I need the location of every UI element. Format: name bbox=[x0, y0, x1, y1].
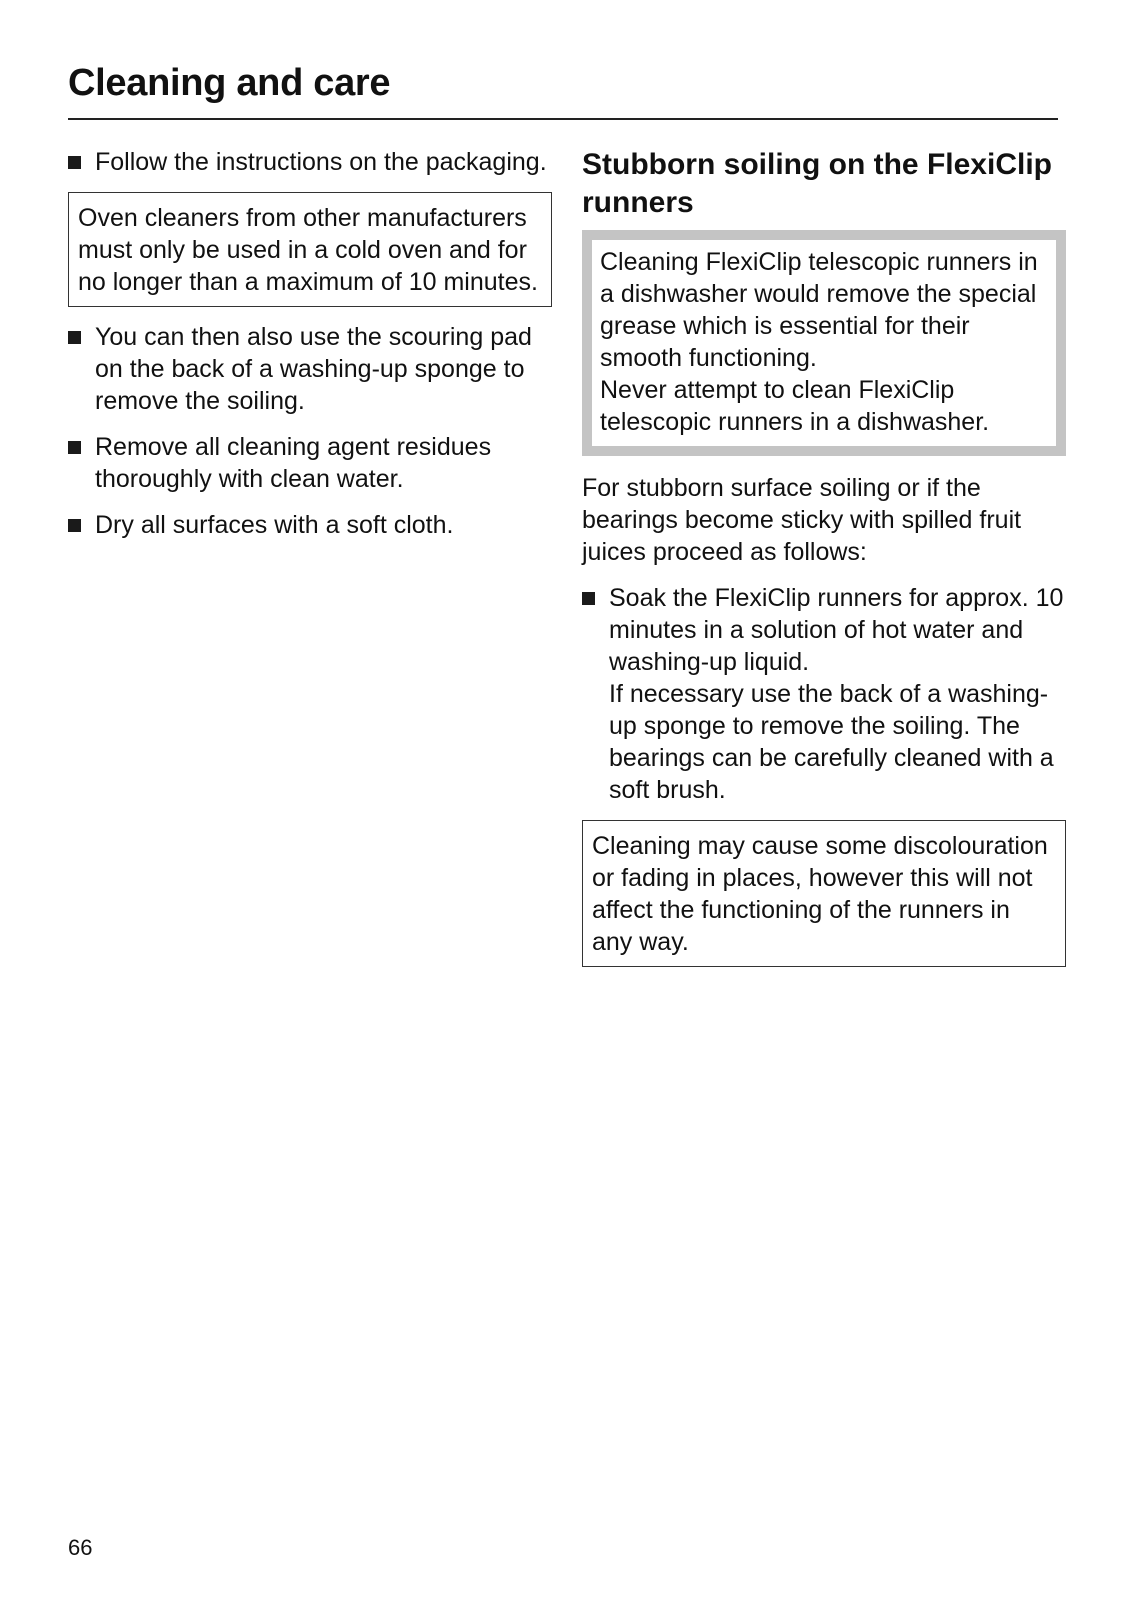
left-column bbox=[68, 146, 552, 555]
page-number: 66 bbox=[68, 1535, 93, 1560]
list-item bbox=[582, 582, 1066, 806]
warning-box bbox=[582, 230, 1066, 456]
list-item bbox=[68, 321, 552, 417]
page-title: Cleaning and care bbox=[68, 62, 391, 104]
list-item bbox=[68, 431, 552, 495]
square-bullet-icon bbox=[582, 592, 595, 605]
title-divider bbox=[68, 118, 1058, 120]
list-item-text: Dry all surfaces with a soft cloth. bbox=[95, 511, 454, 539]
section-heading: Stubborn soiling on the FlexiClip runners bbox=[582, 148, 1052, 219]
list-item-text: Remove all cleaning agent residues thoroughly with clean water. bbox=[95, 433, 492, 493]
list-item bbox=[68, 509, 552, 541]
warning-text: Never attempt to clean FlexiClip telescopic runners in a dishwasher. bbox=[600, 376, 990, 436]
square-bullet-icon bbox=[68, 441, 81, 454]
list-item-text: Follow the instructions on the packaging. bbox=[95, 148, 547, 176]
list-item-text: If necessary use the back of a washing-up sponge to remove the soiling. The bearings can be carefully cleaned with a soft brush. bbox=[609, 680, 1054, 804]
warning-text: Cleaning FlexiClip telescopic runners in a dishwasher would remove the special grease which is essential for their smooth functioning. bbox=[600, 248, 1038, 372]
note-box bbox=[68, 192, 552, 307]
list-item-text: You can then also use the scouring pad on the back of a washing-up sponge to remove the soiling. bbox=[95, 323, 532, 415]
list-item bbox=[68, 146, 552, 178]
note-text: Oven cleaners from other manufacturers must only be used in a cold oven and for no longer than a maximum of 10 minutes. bbox=[78, 204, 538, 296]
intro-paragraph: For stubborn surface soiling or if the bearings become sticky with spilled fruit juices proceed as follows: bbox=[582, 474, 1022, 566]
note-text: Cleaning may cause some discolouration or fading in places, however this will not affect the functioning of the runners in any way. bbox=[592, 832, 1048, 956]
square-bullet-icon bbox=[68, 519, 81, 532]
right-column bbox=[582, 146, 1066, 981]
note-box bbox=[582, 820, 1066, 967]
square-bullet-icon bbox=[68, 331, 81, 344]
list-item-text: Soak the FlexiClip runners for approx. 10 minutes in a solution of hot water and washing-up liquid. bbox=[609, 584, 1064, 676]
square-bullet-icon bbox=[68, 156, 81, 169]
